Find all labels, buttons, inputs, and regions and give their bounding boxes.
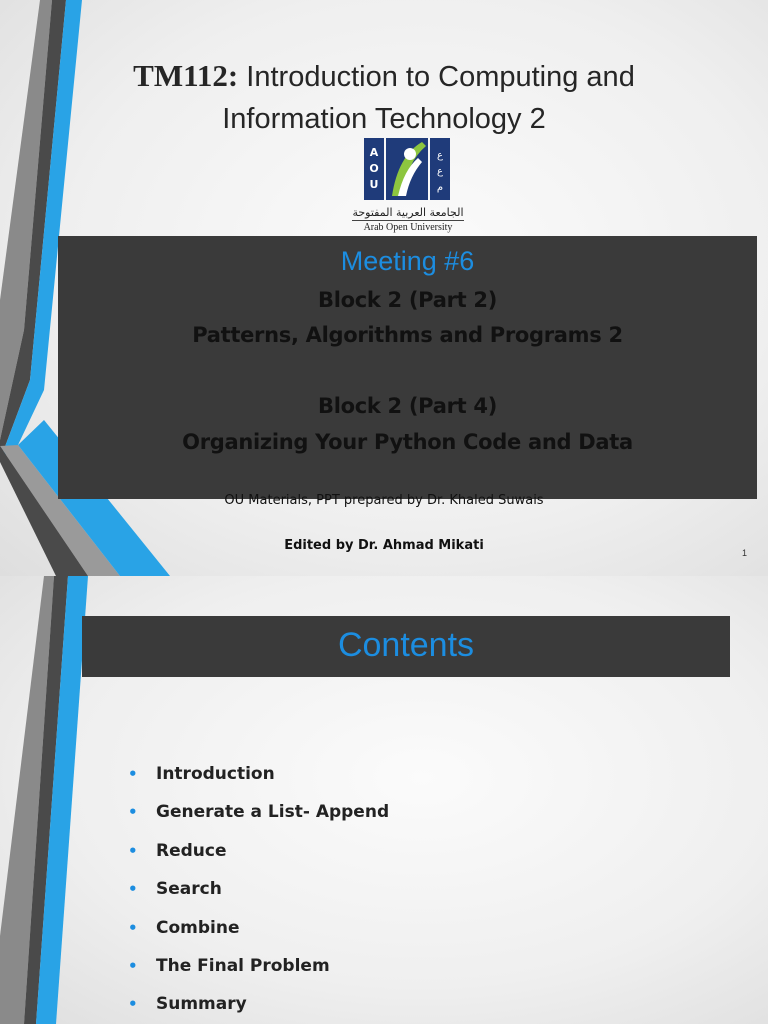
logo-arabic-name: الجامعة العربية المفتوحة <box>352 206 464 219</box>
slide-number: 1 <box>742 548 748 558</box>
svg-text:م: م <box>436 182 444 193</box>
course-title-line1: Introduction to Computing and <box>238 61 635 93</box>
aou-logo-icon <box>352 136 464 206</box>
list-item <box>128 839 389 877</box>
bullet-icon: • <box>128 841 138 860</box>
bullet-icon: • <box>128 803 138 822</box>
bullet-icon: • <box>128 918 138 937</box>
list-item <box>128 992 389 1024</box>
list-item-label: Reduce <box>156 840 227 861</box>
list-item-label: Search <box>156 879 222 900</box>
list-item <box>128 762 389 800</box>
credit-materials: OU Materials, PPT prepared by Dr. Khaled Suwais <box>224 493 544 508</box>
credit-editor: Edited by Dr. Ahmad Mikati <box>284 538 484 553</box>
block-b-title: Block 2 (Part 4) <box>318 394 497 418</box>
list-item <box>128 916 389 954</box>
contents-heading: Contents <box>337 626 475 664</box>
bullet-icon: • <box>128 956 138 975</box>
bullet-icon: • <box>128 765 138 783</box>
list-item <box>128 877 389 915</box>
list-item <box>128 800 389 838</box>
list-item-label: Introduction <box>156 764 275 784</box>
list-item-label: Summary <box>156 994 247 1015</box>
svg-text:A: A <box>369 146 379 159</box>
block-a-subtitle: Patterns, Algorithms and Programs 2 <box>192 323 623 347</box>
slide-2 <box>0 576 768 1024</box>
list-item-label: The Final Problem <box>156 955 330 976</box>
course-title <box>0 55 768 140</box>
contents-list <box>128 762 389 1024</box>
bullet-icon: • <box>128 995 138 1014</box>
meeting-number: Meeting #6 <box>340 246 475 276</box>
svg-text:ع: ع <box>437 150 443 161</box>
svg-text:ع: ع <box>437 166 443 177</box>
block-b-subtitle: Organizing Your Python Code and Data <box>182 430 633 454</box>
course-code: TM112: <box>133 58 239 93</box>
list-item-label: Combine <box>156 917 240 938</box>
logo-english-name: Arab Open University <box>352 220 464 233</box>
list-item-label: Generate a List- Append <box>156 802 390 823</box>
aou-logo <box>352 136 464 236</box>
meeting-title-box <box>58 236 757 499</box>
contents-title-box <box>82 616 730 677</box>
svg-text:U: U <box>369 178 379 191</box>
bullet-icon: • <box>128 880 138 899</box>
list-item <box>128 954 389 992</box>
course-title-line2: Information Technology 2 <box>222 103 546 135</box>
block-a-title: Block 2 (Part 2) <box>318 288 497 312</box>
svg-text:O: O <box>369 162 379 175</box>
